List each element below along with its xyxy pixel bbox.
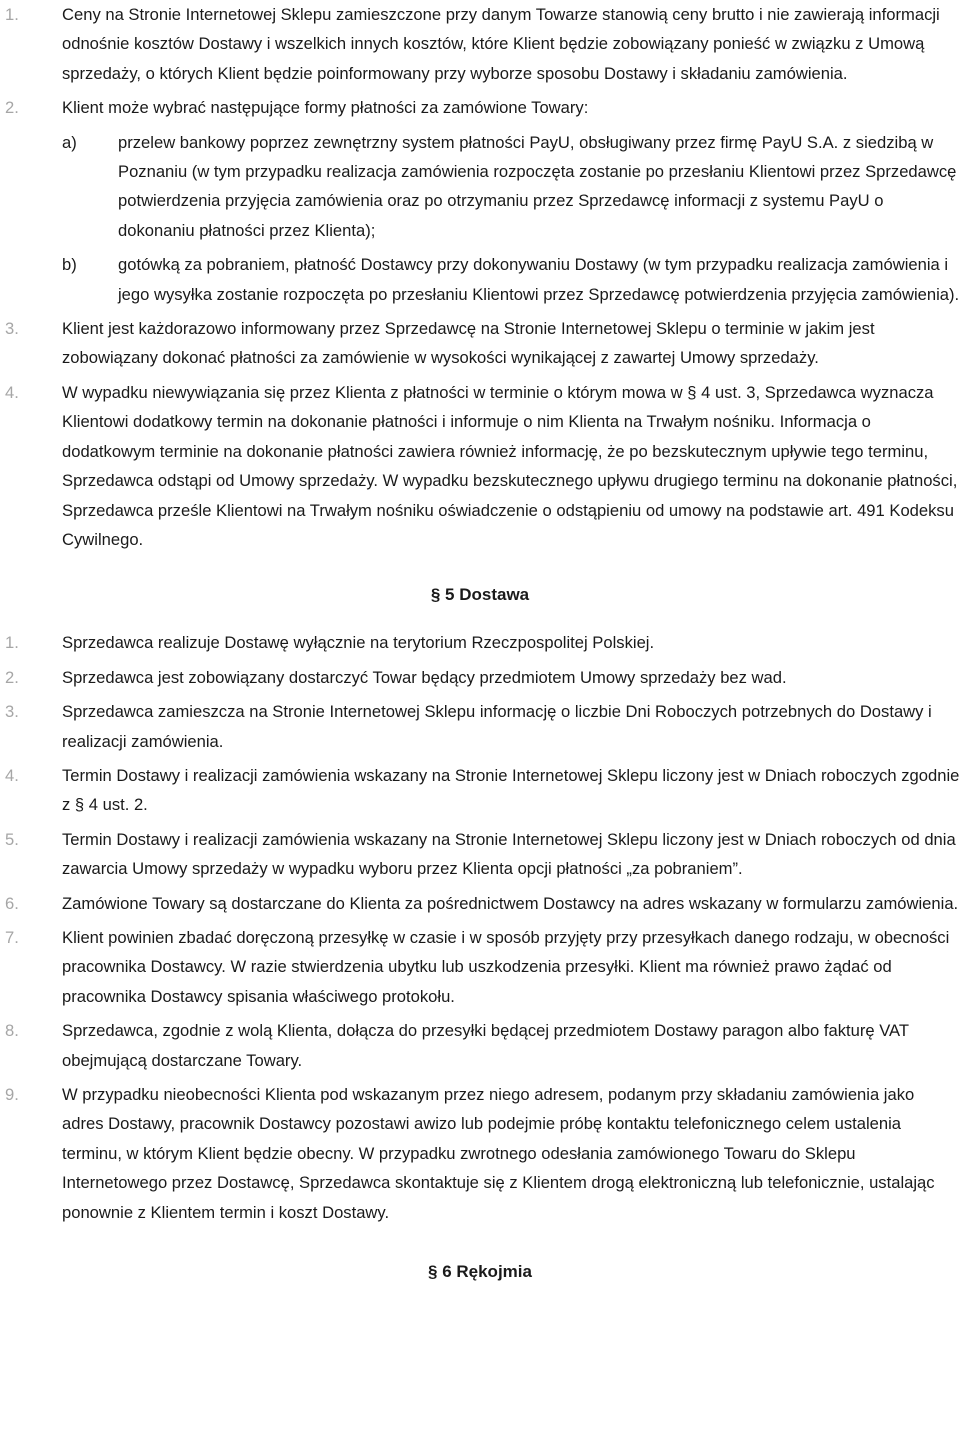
- item-text: W wypadku niewywiązania się przez Klienta z płatności w terminie o którym mowa w § 4 ust. 3, Sprzedawca wyznacza Klientowi dodatkowy termin na dokonanie płatności i informuje o nim Klienta na Trwałym nośniku. Informacja o dodatkowym terminie na dokonanie płatności zawiera również informację, że po bezskutecznym upływie tego terminu, Sprzedawca odstąpi od Umowy sprzedaży. W wypadku bezskutecznego upływu drugiego terminu na dokonanie płatności, Sprzedawca prześle Klientowi na Trwałym nośniku oświadczenie o odstąpieniu od umowy na podstawie art. 491 Kodeksu Cywilnego.: [62, 382, 958, 549]
- list-item: [0, 663, 960, 692]
- item-text: Sprzedawca zamieszcza na Stronie Internetowej Sklepu informację o liczbie Dni Roboczych potrzebnych do Dostawy i realizacji zamówienia.: [62, 702, 932, 751]
- list-item: [0, 0, 960, 88]
- item-text: Zamówione Towary są dostarczane do Klienta za pośrednictwem Dostawcy na adres wskazany w formularzu zamówienia.: [62, 893, 959, 913]
- item-text: Ceny na Stronie Internetowej Sklepu zamieszczone przy danym Towarze stanowią ceny brutto i nie zawierają informacji odnośnie kosztów Dostawy i wszelkich innych kosztów, które Klient będzie zobowiązany ponieść w związku z Umową sprzedaży, o których Klient będzie poinformowany przy wyborze sposobu Dostawy i składaniu zamówienia.: [62, 5, 940, 83]
- sub-list-item: [0, 128, 960, 246]
- sub-item-text: przelew bankowy poprzez zewnętrzny system płatności PayU, obsługiwany przez firmę PayU S.A. z siedzibą w Poznaniu (w tym przypadku realizacja zamówienia rozpoczęta zostanie po przesłaniu Klientowi przez Sprzedawcę potwierdzenia przyjęcia zamówienia oraz po otrzymaniu przez Sprzedawcę informacji z systemu PayU o dokonaniu płatności przez Klienta);: [118, 132, 957, 240]
- list-item: [0, 761, 960, 820]
- list-item: [0, 314, 960, 373]
- list-item: [0, 378, 960, 554]
- list-item: [0, 93, 960, 122]
- item-number: 1.: [5, 633, 19, 653]
- item-text: Klient powinien zbadać doręczoną przesyłkę w czasie i w sposób przyjęty przy przesyłkach danego rodzaju, w obecności pracownika Dostawcy. W razie stwierdzenia ubytku lub uszkodzenia przesyłki. Klient ma również prawo żądać od pracownika Dostawcy spisania właściwego protokołu.: [62, 927, 950, 1006]
- item-text: Sprzedawca realizuje Dostawę wyłącznie na terytorium Rzeczpospolitej Polskiej.: [62, 633, 655, 653]
- sub-item-label: b): [62, 255, 77, 275]
- item-number: 4.: [5, 382, 19, 402]
- item-number: 5.: [5, 829, 19, 849]
- section-5-delivery: [0, 628, 960, 1227]
- list-item: [0, 628, 960, 657]
- list-item: [0, 889, 960, 918]
- item-number: 9.: [5, 1085, 19, 1104]
- list-item: [0, 923, 960, 1011]
- item-text: Termin Dostawy i realizacji zamówienia wskazany na Stronie Internetowej Sklepu liczony jest w Dniach roboczych od dnia zawarcia Umowy sprzedaży w wypadku wyboru przez Klienta opcji płatności „za pobraniem”.: [62, 829, 956, 879]
- sub-item-text: gotówką za pobraniem, płatność Dostawcy przy dokonywaniu Dostawy (w tym przypadku realizacja zamówienia i jego wysyłka zostanie rozpoczęta po przesłaniu Klientowi przez Sprzedawcę potwierdzenia przyjęcia zamówienia).: [118, 255, 960, 304]
- item-text: Klient może wybrać następujące formy płatności za zamówione Towary:: [62, 98, 589, 118]
- item-text: Termin Dostawy i realizacji zamówienia wskazany na Stronie Internetowej Sklepu liczony jest w Dniach roboczych zgodnie z § 4 ust. 2.: [62, 765, 960, 815]
- list-item: [0, 1080, 960, 1227]
- item-number: 3.: [5, 702, 19, 722]
- item-text: Klient jest każdorazowo informowany przez Sprzedawcę na Stronie Internetowej Sklepu o terminie w jakim jest zobowiązany dokonać płatności za zamówienie w wysokości wynikającej z zawartej Umowy sprzedaży.: [62, 319, 875, 368]
- item-number: 3.: [5, 319, 19, 339]
- section-5-heading: § 5 Dostawa: [430, 585, 530, 605]
- list-item: [0, 1016, 960, 1075]
- item-number: 1.: [5, 5, 19, 24]
- item-number: 4.: [5, 765, 19, 785]
- item-text: W przypadku nieobecności Klienta pod wskazanym przez niego adresem, podanym przy składaniu zamówienia jako adres Dostawy, pracownik Dostawcy pozostawi awizo lub podejmie próbę kontaktu telefonicznego celem ustalenia terminu, w którym Klient będzie obecny. W przypadku zwrotnego odesłania zamówionego Towaru do Sklepu Internetowego przez Dostawcę, Sprzedawca skontaktuje się z Klientem drogą elektroniczną lub telefonicznie, ustalając ponownie z Klientem termin i koszt Dostawy.: [62, 1085, 935, 1222]
- item-number: 2.: [5, 667, 19, 687]
- item-number: 6.: [5, 893, 19, 913]
- section-4-payments: [0, 0, 960, 554]
- item-number: 7.: [5, 927, 19, 947]
- list-item: [0, 825, 960, 884]
- item-number: 8.: [5, 1021, 19, 1041]
- item-text: Sprzedawca, zgodnie z wolą Klienta, dołącza do przesyłki będącej przedmiotem Dostawy paragon albo fakturę VAT obejmującą dostarczane Towary.: [62, 1021, 909, 1070]
- sub-item-label: a): [62, 132, 77, 152]
- item-number: 2.: [5, 98, 19, 118]
- section-6-heading: § 6 Rękojmia: [428, 1262, 532, 1282]
- list-item: [0, 697, 960, 756]
- sub-list-item: [0, 250, 960, 309]
- item-text: Sprzedawca jest zobowiązany dostarczyć Towar będący przedmiotem Umowy sprzedaży bez wad.: [62, 667, 787, 687]
